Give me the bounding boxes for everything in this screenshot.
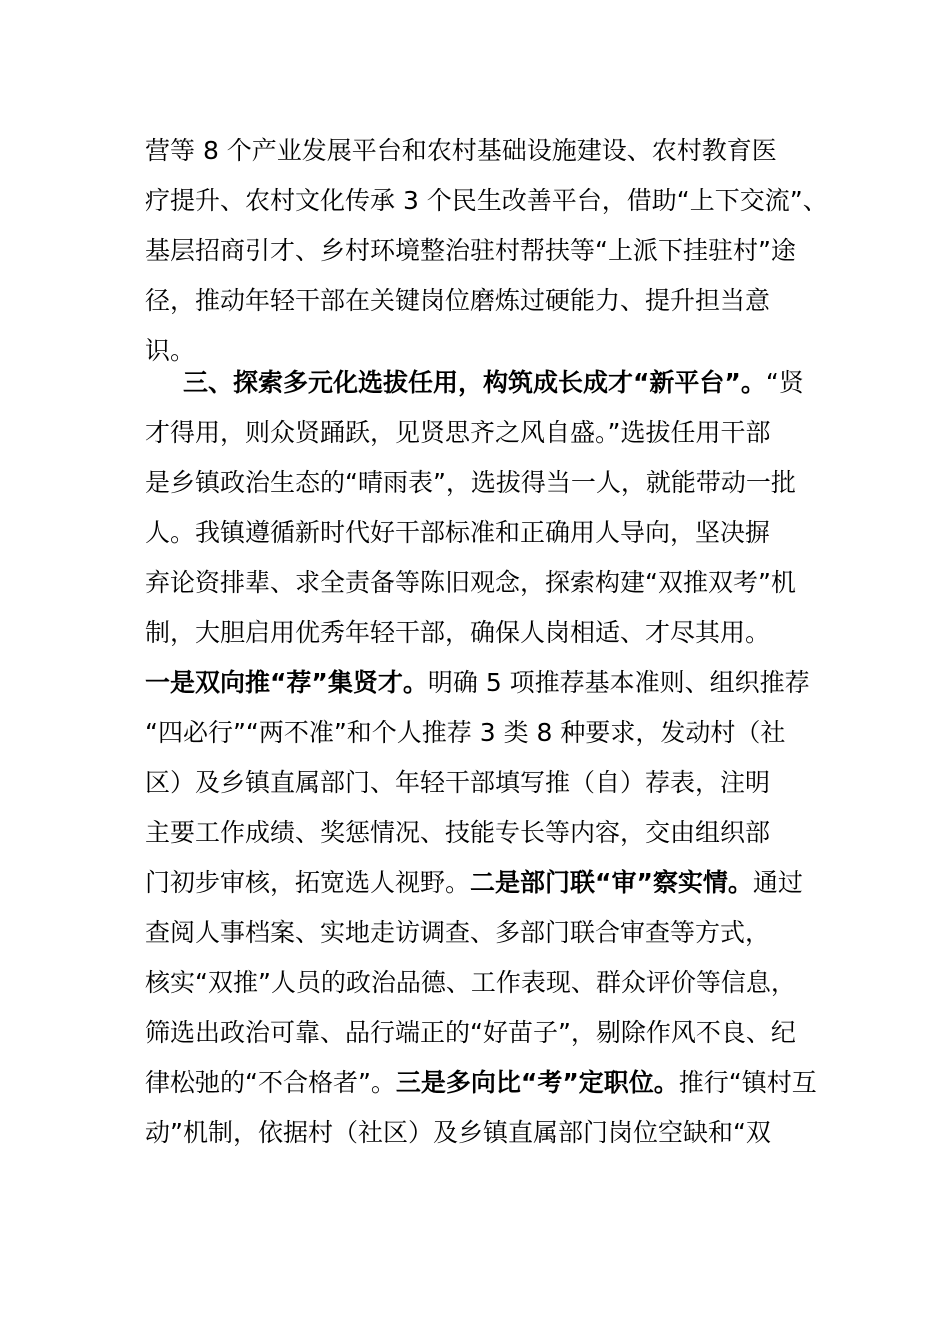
text-line: 主要工作成绩、奖惩情况、技能专长等内容，交由组织部 [145,818,771,847]
point-two-title: 二是部门联“审”察实情。 [470,868,753,897]
text-line: 营等 8 个产业发展平台和农村基础设施建设、农村教育医 [145,136,777,165]
point-one-line [145,658,810,708]
paragraph-continuation [145,126,828,376]
point-two-text: 通过 [752,868,803,897]
point-three-text: 推行“镇村互 [678,1068,817,1097]
section-heading-line [145,358,810,408]
text-line: 查阅人事档案、实地走访调查、多部门联合审查等方式， [145,918,771,947]
text-line: 径，推动年轻干部在关键岗位磨炼过硬能力、提升担当意 [145,286,771,315]
section-three-paragraph [145,358,817,1158]
text-line: 制，大胆启用优秀年轻干部，确保人岗相适、才尽其用。 [145,618,771,647]
text-line: 才得用，则众贤踊跃，见贤思齐之风自盛。”选拔任用干部 [145,418,771,447]
text-line: 弃论资排辈、求全责备等陈旧观念，探索构建“双推双考”机 [145,568,796,597]
text-line: 基层招商引才、乡村环境整治驻村帮扶等“上派下挂驻村”途 [145,236,796,265]
text-line: 疗提升、农村文化传承 3 个民生改善平台，借助“上下交流”、 [145,186,828,215]
point-one-title: 一是双向推“荐”集贤才。 [145,668,428,697]
text-line: 核实“双推”人员的政治品德、工作表现、群众评价等信息， [145,968,796,997]
text-line: “四必行”“两不准”和个人推荐 3 类 8 种要求，发动村（社 [145,718,786,747]
text-line: 动”机制，依据村（社区）及乡镇直属部门岗位空缺和“双 [145,1118,771,1147]
section-heading: 三、探索多元化选拔任用，构筑成长成才“新平台”。 [183,368,766,397]
text-line: 识。 [145,336,196,365]
point-two-lead: 门初步审核，拓宽选人视野。 [145,868,471,897]
quote-start: “贤 [765,368,804,397]
text-line: 筛选出政治可靠、品行端正的“好苗子”，剔除作风不良、纪 [145,1018,796,1047]
point-two-line [145,858,810,908]
point-three-lead: 律松弛的“不合格者”。 [145,1068,396,1097]
text-line: 是乡镇政治生态的“晴雨表”，选拔得当一人，就能带动一批 [145,468,796,497]
point-three-line [145,1058,817,1108]
text-line: 区）及乡镇直属部门、年轻干部填写推（自）荐表，注明 [145,768,771,797]
point-one-text: 明确 5 项推荐基本准则、组织推荐 [427,668,810,697]
point-three-title: 三是多向比“考”定职位。 [395,1068,679,1097]
text-line: 人。我镇遵循新时代好干部标准和正确用人导向，坚决摒 [145,518,771,547]
